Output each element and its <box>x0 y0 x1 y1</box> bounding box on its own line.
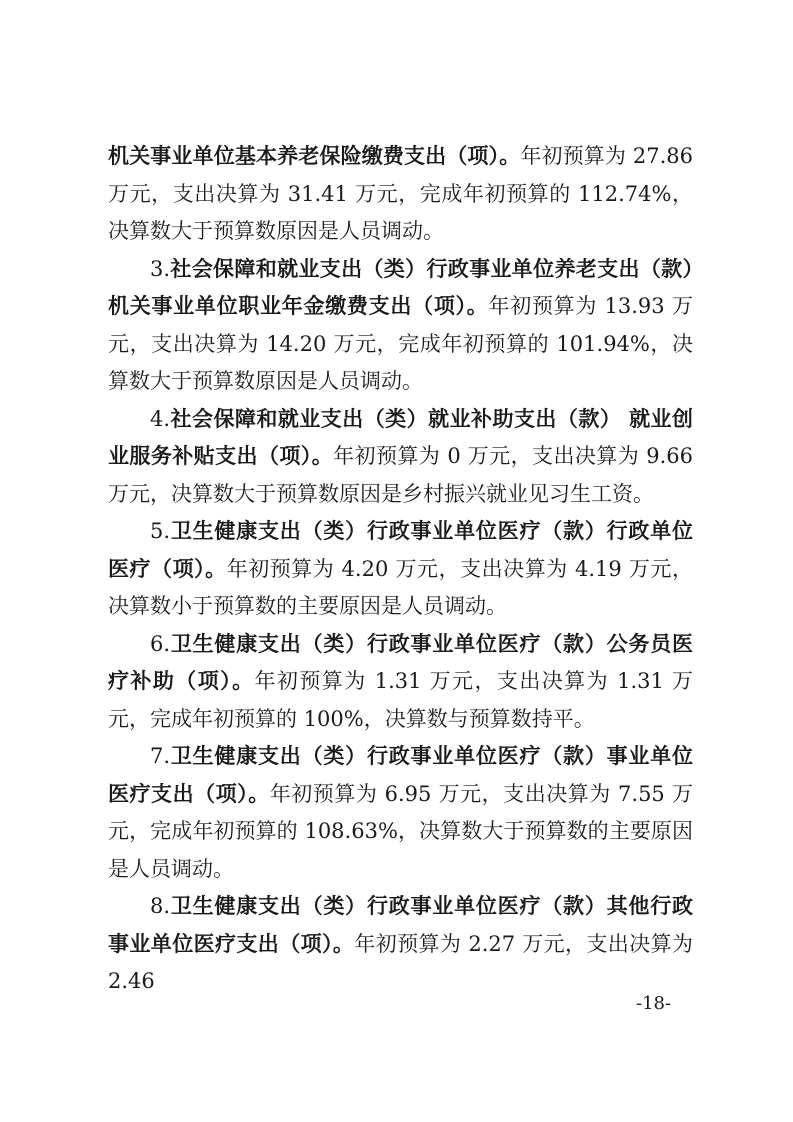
paragraph-heading: 卫生健康支出（类）行政事业单位医疗（款）其他行政事业单位医疗支出（项）。 <box>108 894 693 956</box>
item-number: 4. <box>150 406 171 431</box>
item-number: 6. <box>150 631 171 656</box>
paragraph-body: 年初预算为 4.20 万元，支出决算为 4.19 万元，决算数小于预算数的主要原因是人员调动。 <box>108 556 693 618</box>
item-number: 7. <box>150 744 171 768</box>
paragraph-body: 年初预算为 2.27 万元，支出决算为 2.46 <box>108 931 693 993</box>
document-page <box>108 138 693 1001</box>
paragraph-item-3 <box>108 251 693 401</box>
paragraph-item-7 <box>108 738 693 888</box>
paragraph-item-8 <box>108 888 693 1001</box>
paragraph-item-6 <box>108 626 693 739</box>
paragraph-body: 年初预算为 13.93 万元，支出决算为 14.20 万元，完成年初预算的 101.94%，决算数大于预算数原因是人员调动。 <box>108 294 694 393</box>
paragraph-heading: 卫生健康支出（类）行政事业单位医疗（款）事业单位医疗支出（项）。 <box>108 744 693 806</box>
paragraph-item-2-continued <box>108 138 693 251</box>
paragraph-heading: 社会保障和就业支出（类）就业补助支出（款） 就业创业服务补贴支出（项）。 <box>108 406 693 468</box>
paragraph-heading: 卫生健康支出（类）行政事业单位医疗（款）行政单位医疗（项）。 <box>108 519 693 581</box>
paragraph-heading: 机关事业单位基本养老保险缴费支出（项）。 <box>108 144 521 168</box>
item-number: 5. <box>150 519 171 543</box>
item-number: 3. <box>150 256 171 281</box>
item-number: 8. <box>150 894 171 918</box>
paragraph-heading: 卫生健康支出（类）行政事业单位医疗（款）公务员医疗补助（项）。 <box>108 631 693 693</box>
page-number: -18- <box>636 993 672 1014</box>
paragraph-body: 年初预算为 27.86 万元，支出决算为 31.41 万元，完成年初预算的 112.74%，决算数大于预算数原因是人员调动。 <box>108 144 694 243</box>
paragraph-body: 年初预算为 6.95 万元，支出决算为 7.55 万元，完成年初预算的 108.63%，决算数大于预算数的主要原因是人员调动。 <box>108 781 693 881</box>
paragraph-item-5 <box>108 513 693 626</box>
paragraph-item-4 <box>108 401 693 514</box>
paragraph-body: 年初预算为 1.31 万元，支出决算为 1.31 万元，完成年初预算的 100%，决算数与预算数持平。 <box>108 669 693 731</box>
paragraph-heading: 社会保障和就业支出（类）行政事业单位养老支出（款）机关事业单位职业年金缴费支出（项）。 <box>108 256 693 318</box>
paragraph-body: 年初预算为 0 万元，支出决算为 9.66 万元，决算数大于预算数原因是乡村振兴就业见习生工资。 <box>108 444 693 506</box>
